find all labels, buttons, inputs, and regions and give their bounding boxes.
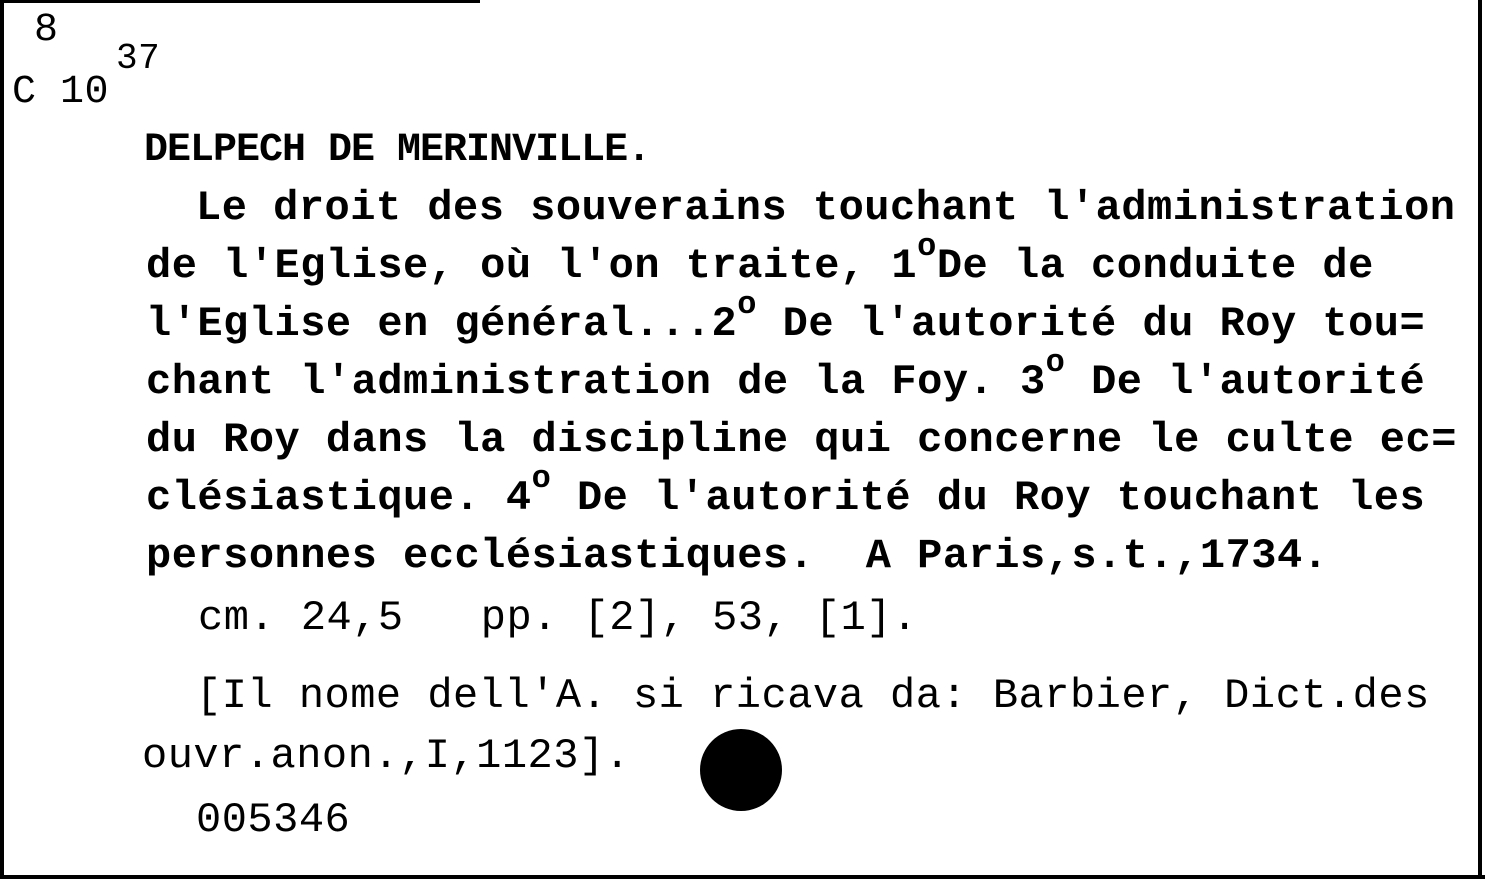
shelfmark-superscript: 37 bbox=[116, 38, 161, 79]
title-line-1: Le droit des souverains touchant l'administration bbox=[196, 184, 1456, 232]
degree-mark-3: o bbox=[1045, 344, 1066, 381]
title-line-3-text: l'Eglise en général...2 bbox=[146, 300, 738, 348]
title-line-4 bbox=[146, 344, 1426, 406]
title-line-6-rest: De l'autorité du Roy touchant les bbox=[551, 474, 1426, 522]
card-border-left bbox=[0, 0, 4, 879]
punch-hole bbox=[700, 729, 782, 811]
degree-mark-1: o bbox=[917, 228, 937, 265]
title-line-2-rest: De la conduite de bbox=[936, 242, 1374, 290]
title-line-3 bbox=[146, 286, 1426, 348]
shelfmark-top: 8 bbox=[34, 8, 59, 53]
title-line-4-text: chant l'administration de la Foy. 3 bbox=[146, 358, 1046, 406]
degree-mark-2: o bbox=[737, 286, 757, 323]
author-heading: DELPECH DE MERINVILLE. bbox=[144, 128, 651, 173]
title-line-4-rest: De l'autorité bbox=[1065, 358, 1426, 406]
title-line-6 bbox=[146, 460, 1426, 522]
title-line-2 bbox=[146, 228, 1374, 290]
title-line-5: du Roy dans la discipline qui concerne le culte ec= bbox=[146, 416, 1457, 464]
title-line-6-text: clésiastique. 4 bbox=[146, 474, 532, 522]
shelfmark-prefix: C bbox=[12, 70, 37, 115]
note-line-1: [Il nome dell'A. si ricava da: Barbier, Dict.des bbox=[196, 672, 1430, 720]
note-line-2: ouvr.anon.,I,1123]. bbox=[142, 732, 631, 780]
card-border-top bbox=[0, 0, 480, 3]
title-line-2-text: de l'Eglise, où l'on traite, 1 bbox=[146, 242, 918, 290]
title-line-7: personnes ecclésiastiques. A Paris,s.t.,1734. bbox=[146, 532, 1329, 580]
degree-mark-4: o bbox=[531, 460, 552, 497]
shelfmark-main: 10 bbox=[60, 70, 110, 115]
card-border-right bbox=[1478, 0, 1482, 879]
collation: cm. 24,5 pp. [2], 53, [1]. bbox=[198, 594, 918, 642]
card-border-bottom bbox=[0, 875, 1485, 879]
title-line-3-rest: De l'autorité du Roy tou= bbox=[756, 300, 1426, 348]
record-number: 005346 bbox=[196, 796, 351, 844]
